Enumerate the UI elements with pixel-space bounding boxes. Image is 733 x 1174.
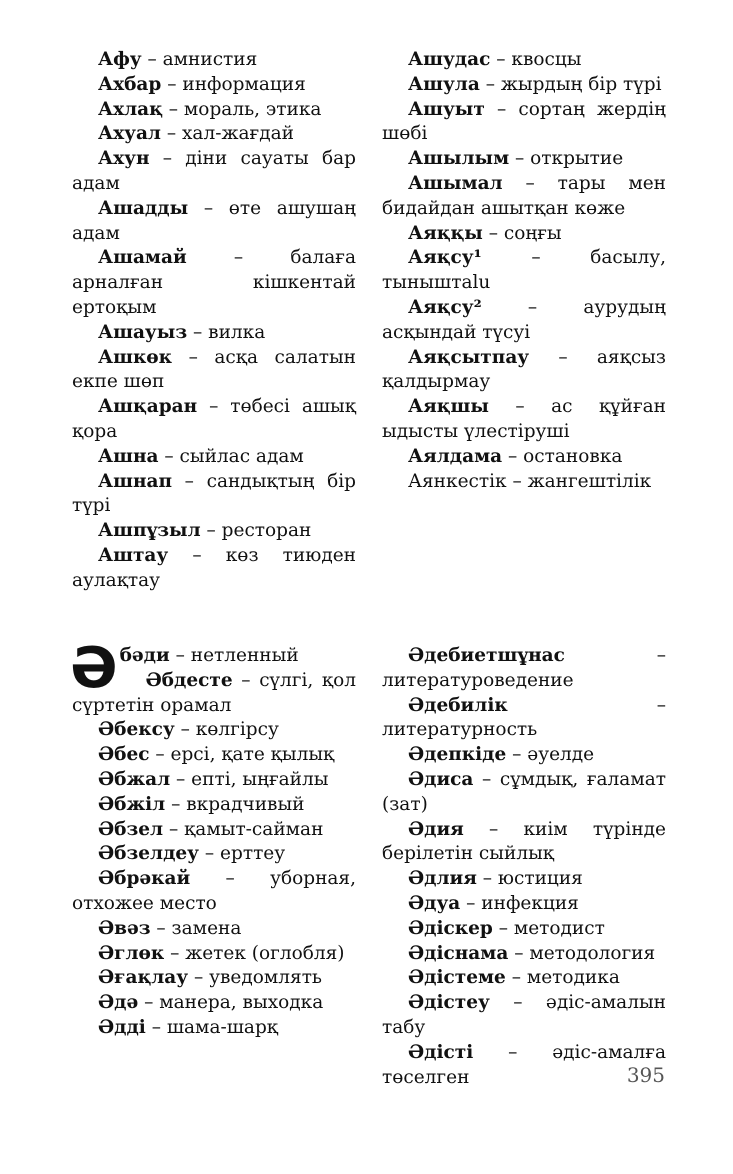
entry-headword: Әбрәкай <box>98 868 191 890</box>
entry-definition: – квосцы <box>490 49 582 70</box>
entry-definition: – вилка <box>187 321 266 343</box>
entry-definition: – әуелде <box>506 744 595 766</box>
entry-definition: – көз тиюден аулақтау <box>72 544 356 591</box>
entry-definition: – литературоведение <box>382 645 666 691</box>
entry-headword: Әдепкіде <box>408 744 507 766</box>
dictionary-entry <box>72 942 356 967</box>
dictionary-entry <box>382 1041 666 1091</box>
dictionary-entry <box>72 395 356 445</box>
entry-definition: – шама-шарқ <box>145 1016 279 1038</box>
entry-definition: – ерсі, қате қылық <box>149 744 335 766</box>
dictionary-entry <box>72 966 356 991</box>
dictionary-entry <box>382 991 666 1041</box>
entry-headword: Әғақлау <box>98 967 189 989</box>
dictionary-entry <box>382 644 666 694</box>
entry-headword: Ашқаран <box>98 396 198 418</box>
entry-definition: – сандықтың бір түрі <box>72 470 356 517</box>
entry-headword: Ашудас <box>408 49 491 70</box>
entry-definition: – қамыт-сайман <box>163 818 324 840</box>
dictionary-entry <box>382 470 666 495</box>
entry-definition: – әдіс-амалын табу <box>382 992 666 1038</box>
column-bottom-left <box>70 636 356 1041</box>
entry-definition: – методист <box>492 917 605 939</box>
entry-headword: Аяқсу¹ <box>408 247 482 269</box>
entry-definition: – ресторан <box>200 520 312 542</box>
entry-headword: Ашуыт <box>408 98 485 120</box>
entry-headword: Ахуал <box>98 123 161 145</box>
dictionary-entry <box>72 197 356 247</box>
entry-headword: Ашылым <box>408 148 510 170</box>
entry-definition: – замена <box>150 917 242 939</box>
entry-headword: Аяқсу² <box>408 296 482 318</box>
dictionary-entry <box>382 445 666 470</box>
entry-headword: Әбексу <box>98 719 175 741</box>
entry-headword: Әдіснама <box>408 942 509 964</box>
dictionary-entry <box>72 818 356 843</box>
entry-definition: – открытие <box>509 148 624 170</box>
dictionary-entry <box>382 743 666 768</box>
entry-headword: Аштау <box>98 544 169 566</box>
entry-definition: – төбесі ашық қора <box>72 396 356 442</box>
entry-definition: – әдіс-амалға төселген <box>382 1041 666 1088</box>
dictionary-entry <box>72 718 356 743</box>
dictionary-entry <box>72 793 356 818</box>
entry-definition: – амнистия <box>141 49 258 70</box>
entry-definition: – хал-жағдай <box>160 123 294 145</box>
dictionary-entry <box>382 818 666 868</box>
dictionary-entry <box>382 966 666 991</box>
entry-headword: Әдия <box>408 818 464 840</box>
entry-definition: – нетленный <box>169 645 299 666</box>
entry-headword: Әдістеме <box>408 967 506 989</box>
entry-headword: Әглөк <box>98 942 165 964</box>
dictionary-entry <box>72 519 356 544</box>
entry-headword: Ашпұзыл <box>98 520 201 542</box>
entry-definition: – сұмдық, ғаламат (зат) <box>382 768 666 815</box>
entry-headword: Әдә <box>98 992 139 1014</box>
dictionary-entry <box>382 48 666 73</box>
dictionary-entry <box>72 1016 356 1041</box>
dictionary-entry <box>382 917 666 942</box>
entry-definition: – ас құйған ыдысты үлестіруші <box>382 396 666 442</box>
entry-definition: – информация <box>161 73 306 95</box>
entry-headword: Ашамай <box>98 247 187 269</box>
entry-definition: – сүлгі, қол сүртетін орамал <box>72 669 356 716</box>
entry-headword: Әдебиетшұнас <box>408 645 565 666</box>
dictionary-entry <box>72 98 356 123</box>
entry-headword: Әбзел <box>98 818 164 840</box>
entry-headword: Ахлақ <box>98 98 163 120</box>
entry-headword: Ашымал <box>408 172 503 194</box>
entry-definition: – басылу, тыныштalu <box>382 247 666 294</box>
dictionary-entry <box>72 842 356 867</box>
entry-definition: – ерттеу <box>199 843 286 865</box>
dictionary-entry <box>382 892 666 917</box>
dictionary-entry <box>72 147 356 197</box>
entry-headword: Әдиса <box>408 768 474 790</box>
entry-headword: Әдіскер <box>408 917 493 939</box>
entry-definition: – діни сауаты бар адам <box>72 148 356 194</box>
entry-headword: Әдістеу <box>408 992 490 1014</box>
dictionary-entry <box>382 246 666 296</box>
entry-definition: – юстиция <box>476 868 583 890</box>
entry-definition: – инфекция <box>460 892 579 914</box>
entry-headword: Ашнап <box>98 470 173 492</box>
entry-definition: – асқа салатын екпе шөп <box>72 346 356 393</box>
entry-headword: Ашадды <box>98 197 189 219</box>
entry-headword: Ашна <box>98 445 159 467</box>
entry-headword: Ашкөк <box>98 346 173 368</box>
entry-headword: Әдуа <box>408 892 461 914</box>
column-top-right <box>382 48 666 494</box>
entry-headword: Аялдама <box>408 445 503 467</box>
dictionary-entry <box>72 48 356 73</box>
dictionary-entry <box>382 942 666 967</box>
dictionary-entry <box>382 346 666 396</box>
entry-headword: Әбдесте <box>145 669 233 691</box>
entry-definition: – сортаң жердің шөбі <box>382 98 666 145</box>
entry-definition: – методология <box>508 942 656 964</box>
entry-headword: Әбжіл <box>98 793 166 815</box>
dictionary-entry <box>72 73 356 98</box>
entry-definition: – сыйлас адам <box>158 445 304 467</box>
dictionary-entry <box>72 346 356 396</box>
entry-definition: – аяқсыз қалдырмау <box>382 346 666 393</box>
dictionary-entry <box>72 768 356 793</box>
dictionary-entry <box>72 246 356 320</box>
dictionary-entry <box>382 222 666 247</box>
entry-definition: – методика <box>505 967 620 989</box>
entry-definition: Аянкестік – жангештілік <box>408 470 652 492</box>
dictionary-entry <box>382 172 666 222</box>
entry-headword: Әбжал <box>98 768 171 790</box>
entry-headword: бәди <box>119 645 170 666</box>
entry-headword: Ашауыз <box>98 321 188 343</box>
entry-definition: – уведомлять <box>188 967 323 989</box>
entry-headword: Әдді <box>98 1016 146 1038</box>
dictionary-entry <box>382 98 666 148</box>
dictionary-entry <box>72 917 356 942</box>
entry-definition: – епті, ыңғайлы <box>170 768 329 790</box>
entry-headword: Ахбар <box>98 73 162 95</box>
entry-headword: Әдісті <box>408 1041 474 1063</box>
entry-definition: – мораль, этика <box>162 98 322 120</box>
entry-definition: – литературность <box>382 694 666 741</box>
dictionary-entry <box>72 321 356 346</box>
dictionary-entry <box>382 768 666 818</box>
entry-definition: – соңғы <box>482 222 562 244</box>
dictionary-entry <box>382 73 666 98</box>
entry-headword: Әбзелдеу <box>98 843 200 865</box>
dictionary-entry <box>72 122 356 147</box>
column-top-left <box>72 48 356 594</box>
entry-definition: – өте ашушаң адам <box>72 197 356 244</box>
entry-headword: Ахун <box>98 148 150 170</box>
entry-headword: Афу <box>98 49 142 70</box>
entry-headword: Әвәз <box>98 917 151 939</box>
dictionary-entry <box>382 147 666 172</box>
entry-headword: Әдлия <box>408 868 477 890</box>
entry-definition: – остановка <box>502 445 623 467</box>
entry-definition: – манера, выходка <box>138 992 324 1014</box>
page-number: 395 <box>626 1063 665 1087</box>
dictionary-entry <box>72 470 356 520</box>
drop-cap-letter: Ә <box>70 636 118 701</box>
entry-headword: Ашула <box>408 73 480 95</box>
dictionary-entry <box>72 867 356 917</box>
entry-definition: – уборная, отхожее место <box>72 868 356 914</box>
entry-definition: – тары мен бидайдан ашытқан көже <box>382 172 666 219</box>
entry-definition: – аурудың асқындай түсуі <box>382 296 666 343</box>
entry-headword: Аяқсытпау <box>408 346 530 368</box>
dictionary-entry <box>382 296 666 346</box>
entry-headword: Әбес <box>98 744 150 766</box>
entry-definition: – киім түрінде берілетін сыйлық <box>382 818 666 865</box>
dictionary-entry <box>382 395 666 445</box>
entry-definition: – көлгірсу <box>174 719 279 741</box>
entry-headword: Әдебилік <box>408 694 508 716</box>
entry-definition: – жырдың бір түрі <box>479 73 662 95</box>
dictionary-entry <box>72 544 356 594</box>
entry-headword: Аяқшы <box>408 396 489 418</box>
dictionary-entry <box>72 445 356 470</box>
dictionary-entry <box>72 991 356 1016</box>
dictionary-entry <box>72 743 356 768</box>
entry-headword: Аяққы <box>408 222 483 244</box>
dictionary-entry <box>382 694 666 744</box>
dictionary-entry <box>382 867 666 892</box>
entry-definition: – балаға арналған кішкентай ертоқым <box>72 247 356 318</box>
entry-definition: – вкрадчивый <box>165 793 305 815</box>
entry-definition: – жетек (оглобля) <box>164 942 345 964</box>
column-bottom-right <box>382 644 666 1090</box>
